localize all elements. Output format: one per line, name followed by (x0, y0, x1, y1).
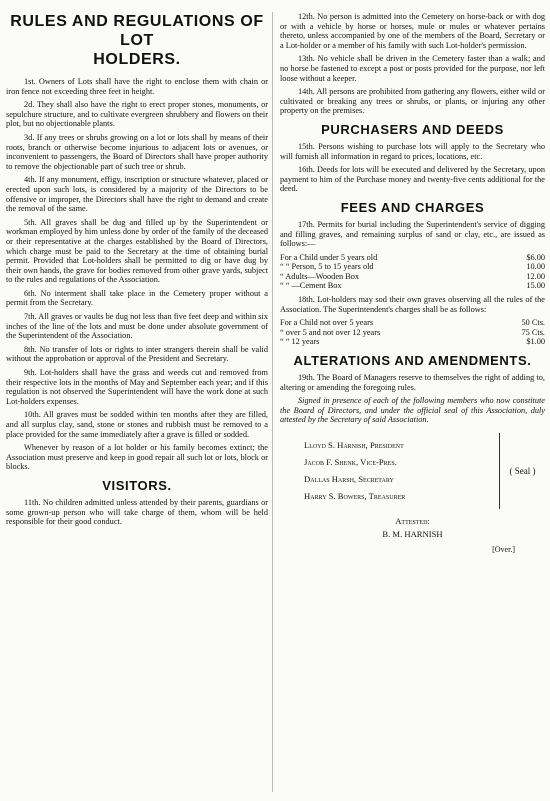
rule-3: 3d. If any trees or shrubs growing on a lot or lots shall by means of their roots, branch or otherwise become injurious to adjacent lots or avenues, or inconvenient to passengers, the Board of Directors shall have proper authority to remove the objectionable part of such tree or shrub. (6, 132, 268, 171)
burial-fee-table (280, 253, 545, 291)
fee-label: “ over 5 and not over 12 years (280, 327, 381, 337)
attested-label: Attested: (395, 516, 430, 526)
left-column (6, 12, 268, 531)
rule-15: 15th. Persons wishing to purchase lots will apply to the Secretary who will furnish all information in regard to prices, locations, etc. (280, 141, 545, 161)
rule-10: 10th. All graves must be sodded within ten months after they are filled, and all surplus clay, sand, stone or stones and rubbish must be removed to a place provided for the same immediately after a grave is filled or sodded. (6, 410, 268, 439)
fee-row (280, 337, 545, 347)
rule-14: 14th. All persons are prohibited from gathering any flowers, either wild or cultivated or breaking any trees or shrubs, or plants, or injuring any other property on the premises. (280, 87, 545, 116)
fee-amount: $6.00 (526, 252, 545, 262)
signature-block (280, 433, 545, 509)
rule-12: 12th. No person is admitted into the Cemetery on horse-back or with dog or with a vehicle by horse or horses, mule or mules or whatever pertains thereto, unless accompanied by one of the members of the Board, Secretary or a Lot-holder or a member of his family with such Lot-holder's permission. (280, 12, 545, 50)
rule-19: 19th. The Board of Managers reserve to themselves the right of adding to, altering or amending the foregoing rules. (280, 373, 545, 392)
signatory-president: Lloyd S. Harnish, President (304, 440, 404, 450)
visitors-heading: VISITORS. (102, 477, 172, 493)
sod-fee-table (280, 318, 545, 347)
title-line-1: RULES AND REGULATIONS OF LOT (10, 13, 264, 49)
rule-extinct-family: Whenever by reason of a lot holder or his family becomes extinct; the Association must preserve and keep in good repair all such lot or lots, block or blocks. (6, 443, 268, 472)
signatory-treasurer: Harry S. Bowers, Treasurer (304, 491, 406, 501)
fee-amount: 12.00 (526, 271, 545, 281)
fee-row (280, 253, 545, 263)
rule-16: 16th. Deeds for lots will be executed and delivered by the Secretary, upon payment to him of the Purchase money and twenty-five cents additional for the deed. (280, 165, 545, 194)
rule-4: 4th. If any monument, effigy, inscription or structure whatever, placed or erected upon such lots, is considered by a majority of the Directors to be offensive or improper, the Directors shall have the right to demand and create the removal of the same. (6, 175, 268, 214)
rule-7: 7th. All graves or vaults be dug not less than five feet deep and within six inches of the line of the lots and must be done under absolute government of the Superintendent of the Association. (6, 312, 268, 341)
rule-8: 8th. No transfer of lots or rights to inter strangers therein shall be valid without the approbation or approval of the President and Secretary. (6, 344, 268, 364)
over-note: [Over.] (492, 545, 515, 554)
fee-label: For a Child under 5 years old (280, 252, 378, 262)
signatory-secretary: Dallas Harsh, Secretary (304, 474, 394, 484)
signatory-vice-president: Jacob F. Shenk, Vice-Pres. (304, 457, 397, 467)
rule-1: 1st. Owners of Lots shall have the right to enclose them with chain or iron fence not exceeding three feet in height. (6, 77, 268, 96)
signatory-list (280, 433, 500, 509)
signed-statement: Signed in presence of each of the following members who now constitute the Board of Directors, and under the official seal of this Association, duly attested by the Secretary of said Association. (280, 396, 545, 425)
fee-amount: 75 Cts. (521, 327, 545, 337)
fee-row (280, 262, 545, 272)
rule-9: 9th. Lot-holders shall have the grass and weeds cut and removed from their respective lots in the months of May and September each year; and if this regulation is not observed the Superintendent will have the work done at such Lot-holders expenses. (6, 368, 268, 406)
right-column (280, 12, 545, 554)
fee-amount: 10.00 (526, 262, 545, 272)
purchasers-heading: PURCHASERS AND DEEDS (321, 121, 504, 137)
rule-11: 11th. No children admitted unless attended by their parents, guardians or some grown-up person who will take charge of them, whom will be held responsible for their good conduct. (6, 497, 268, 527)
fee-label: For a Child not over 5 years (280, 318, 374, 328)
rule-18: 18th. Lot-holders may sod their own graves observing all the rules of the Association. The Superintendent's charges shall be as follows: (280, 295, 545, 314)
rule-6: 6th. No interment shall take place in the Cemetery proper without a permit from the Secretary. (6, 288, 268, 308)
fee-amount: 15.00 (526, 281, 545, 291)
rule-2: 2d. They shall also have the right to erect proper stones, monuments, or sepulchure structure, and to cultivate evergreen shrubbery and flowers on their plot, but no objectionable plants. (6, 100, 268, 129)
fee-label: “ Adults—Wooden Box (280, 271, 360, 281)
fee-label: “ “ 12 years (280, 337, 320, 347)
attested-name: B. M. HARNISH (382, 529, 443, 539)
fee-label: “ “ Person, 5 to 15 years old (280, 262, 374, 272)
fee-row (280, 272, 545, 282)
fee-amount: $1.00 (526, 337, 545, 347)
alterations-heading: ALTERATIONS AND AMENDMENTS. (293, 353, 532, 369)
fee-label: “ “ —Cement Box (280, 281, 342, 291)
rule-17: 17th. Permits for burial including the Superintendent's service of digging and filling graves, and remaining surplus of sand or clay, etc., are issued as follows:— (280, 219, 545, 249)
attested-block (280, 515, 545, 541)
rule-5: 5th. All graves shall be dug and filled up by the Superintendent or workman employed by him unless done by order of the family of the deceased or their representative at the charges established by the Board of Directors, which charge must be paid to the Secretary at the time of obtaining burial permit. Provided that Lot-holders shall be permitted to dig or have dug by their own hands, the grave for bodies removed from other grave yards, subject to the rules and regulations of the Association. (6, 217, 268, 285)
fee-row (280, 318, 545, 328)
title-line-2: HOLDERS. (93, 51, 181, 68)
rule-13: 13th. No vehicle shall be driven in the Cemetery faster than a walk; and no horse be fastened to except a post or posts provided for the purpose, nor left loose without a keeper. (280, 54, 545, 83)
fee-amount: 50 Cts. (521, 318, 545, 328)
fee-row (280, 328, 545, 338)
seal-label: ( Seal ) (509, 466, 536, 476)
column-divider (272, 12, 273, 792)
fee-row (280, 281, 545, 291)
fees-heading: FEES AND CHARGES (340, 199, 485, 215)
